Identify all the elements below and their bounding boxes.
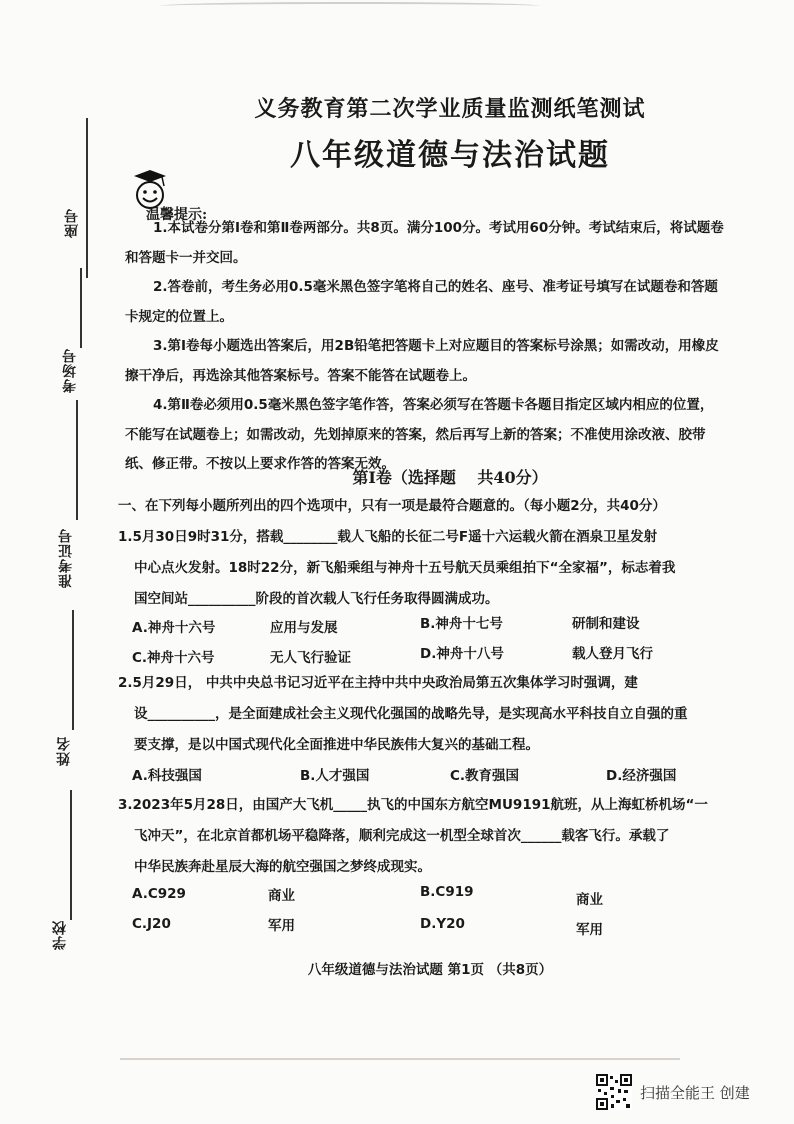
- option-text: 军用: [268, 918, 295, 934]
- side-label-school: 学校: [52, 920, 68, 950]
- question-line: 中华民族奔赴星辰大海的航空强国之梦终成现实。: [134, 859, 431, 875]
- option-label: B.神舟十七号: [420, 616, 503, 632]
- option-label: D.Y20: [420, 916, 465, 932]
- side-label-room: 考场号: [62, 348, 78, 393]
- side-divider-name: [72, 610, 74, 730]
- side-label-seat: 座号: [64, 208, 80, 238]
- question-3: [118, 790, 738, 883]
- question-line: 3.2023年5月28日，由国产大飞机_____执飞的中国东方航空MU9191航班，从上海虹桥机场“一: [118, 797, 708, 813]
- scan-edge-bottom: [120, 1058, 680, 1064]
- question-2: [118, 668, 738, 761]
- option-label: A.科技强国: [132, 768, 202, 784]
- side-divider-room: [80, 268, 82, 348]
- option-label: B.C919: [420, 884, 474, 900]
- qr-code-icon: [596, 1074, 632, 1110]
- side-label-ticket: 准考证号: [58, 528, 74, 588]
- side-label-name: 姓名: [56, 736, 72, 766]
- question-1: [118, 522, 738, 615]
- option-text: 载人登月飞行: [572, 646, 653, 662]
- option-label: D.经济强国: [606, 768, 677, 784]
- option-text: 军用: [576, 922, 603, 938]
- question-line: 飞冲天”，在北京首都机场平稳降落，顺利完成这一机型全球首次______载客飞行。承载了: [134, 828, 670, 844]
- option-label: C.教育强国: [450, 768, 520, 784]
- option-text: 应用与发展: [270, 620, 338, 636]
- option-text: 无人飞行验证: [270, 650, 351, 666]
- question-line: 要支撑，是以中国式现代化全面推进中华民族伟大复兴的基础工程。: [134, 737, 539, 753]
- question-line: 中心点火发射。18时22分，新飞船乘组与神舟十五号航天员乘组拍下“全家福”，标志着我: [134, 560, 676, 576]
- section-instruction: 一、在下列每小题所列出的四个选项中，只有一项是最符合题意的。（每小题2分，共40分）: [118, 498, 666, 514]
- option-text: 商业: [576, 892, 603, 908]
- option-label: C.神舟十六号: [132, 650, 215, 666]
- section-title: 第Ⅰ卷（选择题 共40分）: [352, 468, 548, 487]
- tip-item: 4.第Ⅱ卷必须用0.5毫米黑色签字笔作答，答案必须写在答题卡各题目指定区域内相应的位置，不能写在试题卷上；如需改动，先划掉原来的答案，然后再写上新的答案；不准使用涂改液、胶带纸、修正带。不按以上要求作答的答案无效。: [125, 397, 714, 472]
- option-label: C.J20: [132, 916, 171, 932]
- tip-item: 3.第Ⅰ卷每小题选出答案后，用2B铅笔把答题卡上对应题目的答案标号涂黑；如需改动，用橡皮擦干净后，再选涂其他答案标号。答案不能答在试题卷上。: [125, 338, 719, 384]
- tips-title: 温馨提示:: [146, 207, 208, 223]
- tip-item: 1.本试卷分第Ⅰ卷和第Ⅱ卷两部分。共8页。满分100分。考试用60分钟。考试结束后，将试题卷和答题卡一并交回。: [125, 220, 724, 266]
- question-line: 国空间站__________阶段的首次载人飞行任务取得圆满成功。: [134, 591, 499, 607]
- scan-edge-top: [160, 2, 540, 10]
- side-divider-seat: [86, 118, 88, 278]
- tips-list: [125, 214, 725, 480]
- scanner-watermark: 扫描全能王 创建: [640, 1084, 750, 1102]
- option-label: B.人才强国: [300, 768, 370, 784]
- exam-title: 八年级道德与法治试题: [290, 138, 610, 173]
- tip-item: 2.答卷前，考生务必用0.5毫米黑色签字笔将自己的姓名、座号、准考证号填写在试题卷和答题卡规定的位置上。: [125, 279, 718, 325]
- page-footer: 八年级道德与法治试题 第1页 （共8页）: [307, 962, 553, 978]
- question-line: 1.5月30日9时31分，搭载________载人飞船的长征二号F遥十六运载火箭在酒泉卫星发射: [118, 529, 658, 545]
- option-label: A.C929: [132, 886, 186, 902]
- side-divider-ticket: [76, 400, 78, 520]
- question-line: 2.5月29日， 中共中央总书记习近平在主持中共中央政治局第五次集体学习时强调，建: [118, 675, 638, 691]
- option-text: 商业: [268, 888, 295, 904]
- exam-series-title: 义务教育第二次学业质量监测纸笔测试: [254, 96, 646, 122]
- option-label: A.神舟十六号: [132, 620, 216, 636]
- side-divider-school: [70, 790, 72, 920]
- option-label: D.神舟十八号: [420, 646, 504, 662]
- question-line: 设__________，是全面建成社会主义现代化强国的战略先导，是实现高水平科技自立自强的重: [134, 706, 688, 722]
- option-text: 研制和建设: [572, 616, 640, 632]
